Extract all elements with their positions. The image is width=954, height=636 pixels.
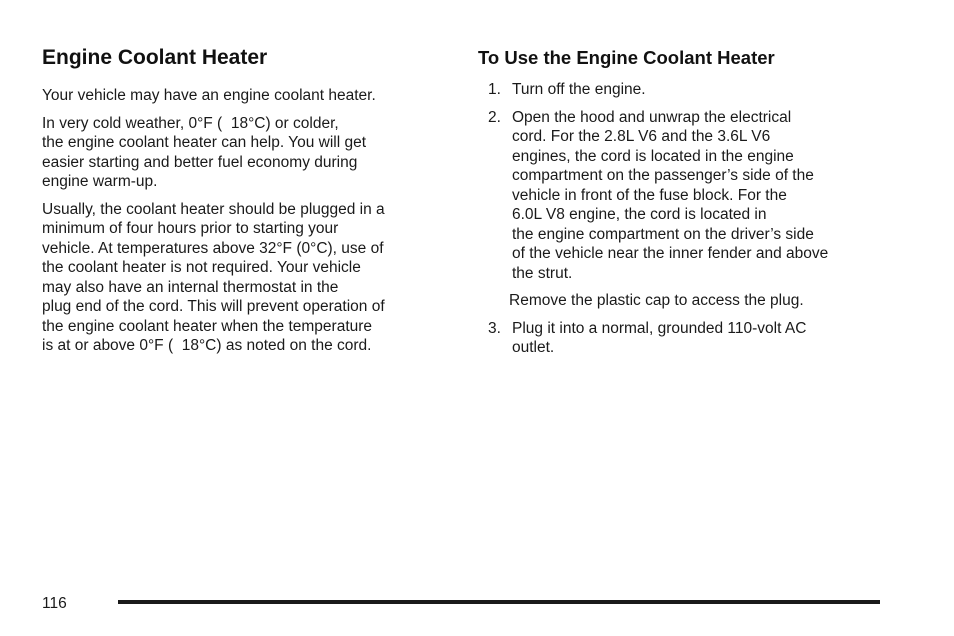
- step-text: Open the hood and unwrap the electrical cord. For the 2.8L V6 and the 3.6L V6 engines, the cord is located in the engine compartment on the passenger’s side of the vehicle in front of the fuse block. For the 6.0L V8 engine, the cord is located in the engine compartment on the driver’s side of the vehicle near the inner fender and above the strut.: [512, 108, 829, 282]
- step-text: Turn off the engine.: [512, 81, 646, 98]
- intro-paragraph: Your vehicle may have an engine coolant heater.: [42, 87, 376, 104]
- instruction-steps-continued: [478, 319, 888, 358]
- left-column: [42, 44, 452, 364]
- usage-paragraph: Usually, the coolant heater should be plugged in a minimum of four hours prior to starting your vehicle. At temperatures above 32°F (0°C), use of the coolant heater is not required. Your vehicle may also have an internal thermostat in the plug end of the cord. This will prevent operation of the engine coolant heater when the temperature is at or above 0°F ( 18°C) as noted on the cord.: [42, 200, 385, 354]
- cold-weather-paragraph: In very cold weather, 0°F ( 18°C) or colder, the engine coolant heater can help. You will get easier starting and better fuel economy during engine warm-up.: [42, 114, 367, 190]
- step-number: 2.: [488, 108, 501, 126]
- step-text: Plug it into a normal, grounded 110-volt AC outlet.: [512, 319, 807, 356]
- right-column: [478, 44, 888, 366]
- step-number: 1.: [488, 81, 501, 98]
- list-item: [478, 319, 888, 358]
- section-heading: Engine Coolant Heater: [42, 46, 268, 69]
- instruction-steps: [478, 80, 888, 283]
- list-item: [478, 108, 888, 284]
- footer-divider: [118, 600, 880, 604]
- step-number: 3.: [488, 319, 501, 337]
- page-number: 116: [42, 595, 67, 612]
- step-note: Remove the plastic cap to access the plug.: [509, 292, 804, 309]
- list-item: [478, 80, 888, 100]
- instructions-heading: To Use the Engine Coolant Heater: [478, 47, 775, 68]
